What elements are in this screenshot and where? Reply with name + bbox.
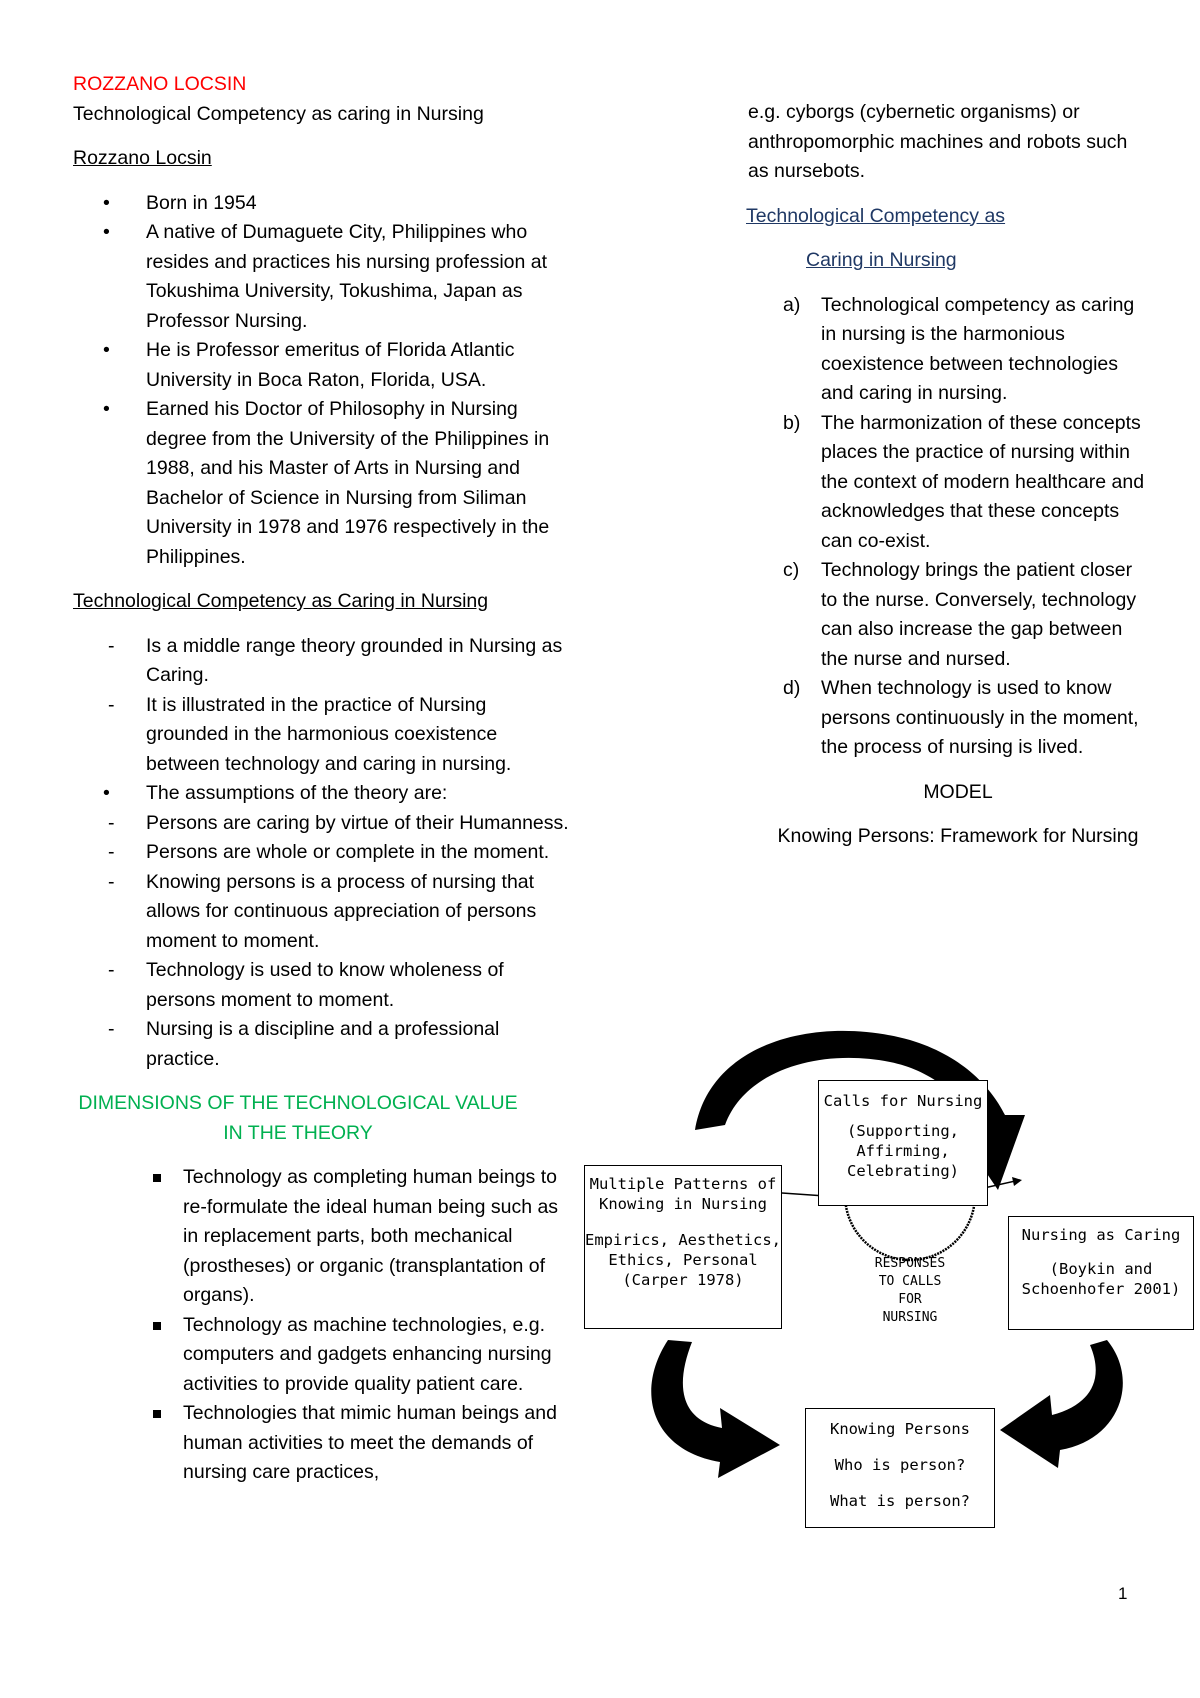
patterns-of-knowing-box: Multiple Patterns of Knowing in Nursing Empirics, Aesthetics, Ethics, Personal (Carper 1978)	[584, 1165, 782, 1329]
left-bottom-arrow-icon	[651, 1340, 780, 1478]
list-item: • He is Professor emeritus of Florida Atlantic University in Boca Raton, Florida, USA.	[73, 336, 573, 395]
bio-list	[73, 189, 573, 573]
theory-points	[73, 632, 573, 1075]
list-item: a) Technological competency as caring in nursing is the harmonious coexistence between technologies and caring in nursing.	[783, 293, 1135, 404]
dimensions-heading: DIMENSIONS OF THE TECHNOLOGICAL VALUE IN THE THEORY	[78, 1092, 518, 1144]
list-item: • Earned his Doctor of Philosophy in Nursing degree from the University of the Philippines in 1988, and his Master of Arts in Nursing and Bachelor of Science in Nursing from Siliman University in 1978 and 1976 respectively in the Philippines.	[73, 395, 573, 572]
nursing-as-caring-box: Nursing as Caring (Boykin and Schoenhofer 2001)	[1008, 1216, 1194, 1330]
calls-for-nursing-box: Calls for Nursing (Supporting, Affirming, Celebrating)	[818, 1080, 988, 1206]
list-item: c) Technology brings the patient closer to the nurse. Conversely, technology can also increase the gap between the nurse and nursed.	[783, 559, 1137, 670]
list-item: • A native of Dumaguete City, Philippines who resides and practices his nursing profession at Tokushima University, Tokushima, Japan as Professor Nursing.	[73, 218, 573, 336]
list-item: - It is illustrated in the practice of Nursing grounded in the harmonious coexistence between technology and caring in nursing.	[73, 691, 573, 780]
list-item: - Persons are whole or complete in the moment.	[73, 838, 573, 868]
author-heading: ROZZANO LOCSIN	[73, 73, 247, 95]
name-heading: Rozzano Locsin	[73, 147, 212, 169]
right-bottom-arrow-icon	[1000, 1340, 1123, 1468]
continuation-text: e.g. cyborgs (cybernetic organisms) or anthropomorphic machines and robots such as nursebots.	[748, 101, 1128, 182]
theory-heading: Technological Competency as Caring in Nursing	[73, 590, 489, 612]
list-item: Technology as machine technologies, e.g. computers and gadgets enhancing nursing activities to provide quality patient care.	[73, 1311, 573, 1400]
dimensions-list	[73, 1163, 573, 1488]
model-label: MODEL	[923, 780, 993, 803]
list-item: - Technology is used to know wholeness of persons moment to moment.	[73, 956, 573, 1015]
list-item: - Knowing persons is a process of nursing that allows for continuous appreciation of persons moment to moment.	[73, 868, 573, 957]
list-item: • The assumptions of the theory are:	[73, 779, 573, 809]
subtitle: Technological Competency as caring in Nursing	[73, 102, 484, 125]
model-title: Knowing Persons: Framework for Nursing	[777, 825, 1139, 847]
knowing-persons-box: Knowing Persons Who is person? What is person?	[805, 1408, 995, 1528]
responses-to-calls-label: RESPONSES TO CALLS FOR NURSING	[874, 1256, 946, 1325]
right-column	[748, 98, 1148, 852]
competency-points	[748, 291, 1148, 763]
page-number: 1	[1118, 1584, 1128, 1603]
list-item: - Nursing is a discipline and a professional practice.	[73, 1015, 573, 1074]
list-item: - Persons are caring by virtue of their Humanness.	[73, 809, 573, 839]
list-item: • Born in 1954	[73, 189, 573, 219]
list-item: - Is a middle range theory grounded in Nursing as Caring.	[73, 632, 573, 691]
list-item: Technologies that mimic human beings and human activities to meet the demands of nursing care practices,	[73, 1399, 573, 1488]
left-column	[73, 70, 573, 1488]
list-item: b) The harmonization of these concepts places the practice of nursing within the context of modern healthcare and acknowledges that these concepts can co-exist.	[783, 411, 1145, 552]
section-heading-line2: Caring in Nursing	[806, 249, 957, 271]
list-item: Technology as completing human beings to re-formulate the ideal human being such as in replacement parts, both mechanical (prostheses) or organic (transplantation of organs).	[73, 1163, 573, 1311]
section-heading-line1: Technological Competency as	[746, 204, 1006, 227]
list-item: d) When technology is used to know persons continuously in the moment, the process of nursing is lived.	[783, 677, 1139, 758]
